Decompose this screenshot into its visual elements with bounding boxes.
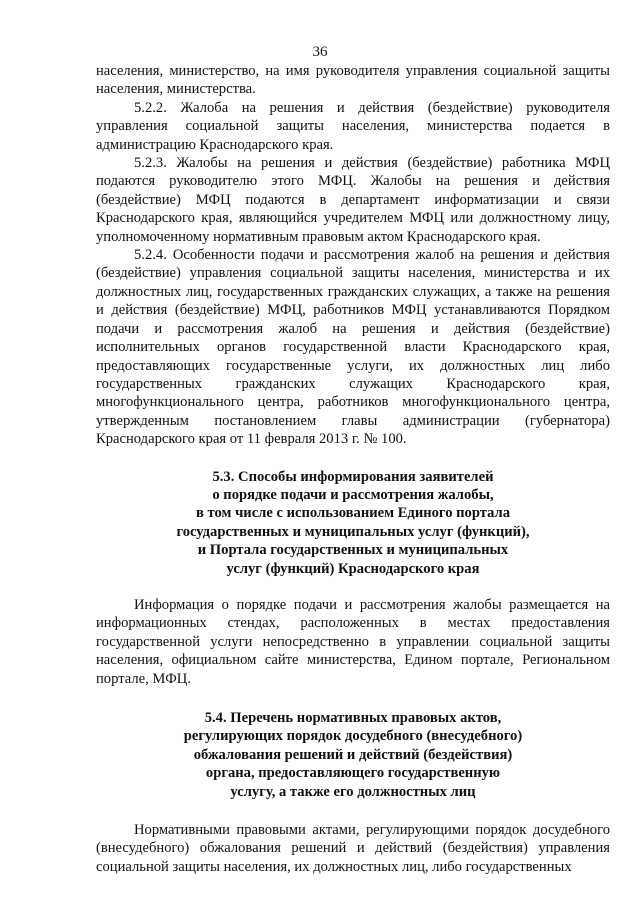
- section-5-4-paragraph: Нормативными правовыми актами, регулирующими порядок досудебного (внесудебного) обжалования решений и действий (бездействия) управления социальной защиты населения, их должностных лиц, либо государственных: [96, 822, 610, 875]
- paragraph-5-2-4: 5.2.4. Особенности подачи и рассмотрения жалоб на решения и действия (бездействие) управления социальной защиты населения, министерства и их должностных лиц, государственных гражданских служащих, а также на решения и действия (бездействие) МФЦ, работников МФЦ устанавливаются Порядком подачи и рассмотрения жалоб на решения и действия (бездействие) исполнительных органов государственной власти Краснодарского края, предоставляющих государственные услуги, их должностных лиц либо государственных гражданских служащих Краснодарского края, многофункционального центра, работников многофункционального центра, утвержденным постановлением главы администрации (губернатора) Краснодарского края от 11 февраля 2013 г. № 100.: [96, 247, 610, 448]
- paragraph-5-2-3: 5.2.3. Жалобы на решения и действия (бездействие) работника МФЦ подаются руководителю этого МФЦ. Жалобы на решения и действия (бездействие) МФЦ подаются в департамент информатизации и связи Краснодарского края, являющийся учредителем МФЦ или должностному лицу, уполномоченному нормативным правовым актом Краснодарского края.: [96, 155, 610, 245]
- document-body: [96, 62, 610, 876]
- section-5-4-heading: 5.4. Перечень нормативных правовых актов, регулирующих порядок досудебного (внесудебного) обжалования решений и действий (бездействия) органа, предоставляющего государственную услугу, а также его должностных лиц: [183, 710, 523, 800]
- paragraph-5-2-2: 5.2.2. Жалоба на решения и действия (бездействие) руководителя управления социальной защиты населения, министерства подается в администрацию Краснодарского края.: [96, 99, 610, 153]
- paragraph-continuation: населения, министерство, на имя руководителя управления социальной защиты населения, министерства.: [96, 63, 610, 98]
- section-5-3-paragraph: Информация о порядке подачи и рассмотрения жалобы размещается на информационных стендах, расположенных в местах предоставления государственной услуги непосредственно в управлении социальной защиты населения, официальном сайте министерства, Едином портале, Региональном портале, МФЦ.: [96, 596, 610, 687]
- page-number: 36: [312, 44, 328, 60]
- section-5-3-heading: 5.3. Способы информирования заявителей о порядке подачи и рассмотрения жалобы, в том числе с использованием Единого портала государственных и муниципальных услуг (функций), и Портала государственных и муниципальных услуг (функций) Краснодарского края: [176, 468, 530, 577]
